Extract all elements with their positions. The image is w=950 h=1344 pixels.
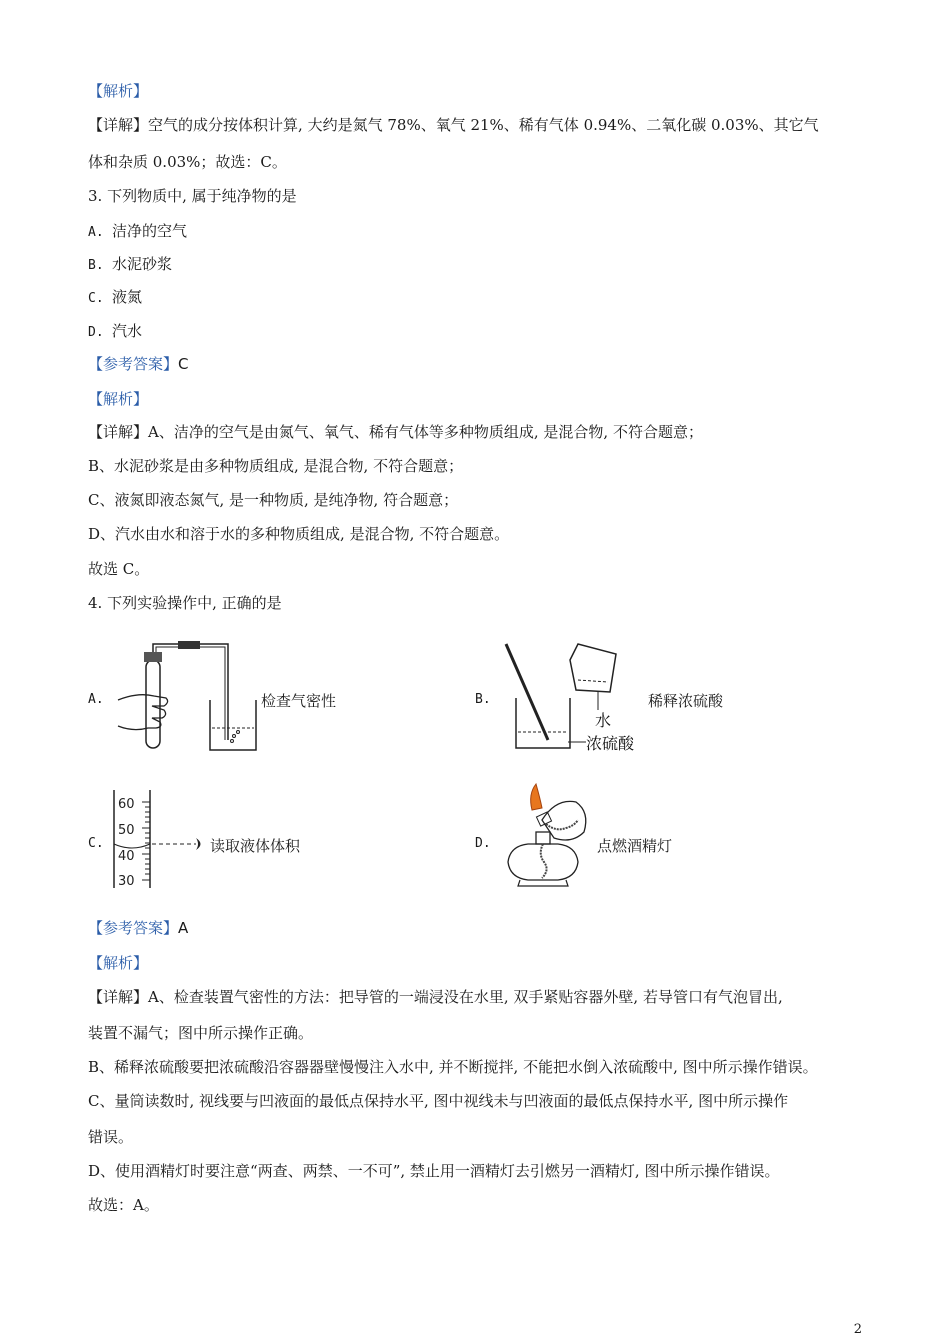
analysis-heading-1: 【解析】 [88, 82, 149, 100]
fig-b-acid-label: 浓硫酸 [586, 734, 635, 753]
tick-label: 60 [118, 797, 135, 812]
q4-detail-c-cont: 错误。 [88, 1128, 134, 1146]
graduated-cylinder-figure [108, 788, 213, 893]
q3-detail-c: C、液氮即液态氮气, 是一种物质, 是纯净物, 符合题意； [88, 491, 459, 509]
q4-conclusion: 故选：A。 [88, 1196, 159, 1214]
tick-label: 30 [118, 874, 135, 889]
q4-detail-c: C、量筒读数时, 视线要与凹液面的最低点保持水平, 图中视线未与凹液面的最低点保持水平, 图中所示操作 [88, 1092, 789, 1110]
tick-label: 40 [118, 849, 135, 864]
fig-a-letter: A. [88, 692, 104, 707]
q3-analysis-heading: 【解析】 [88, 390, 149, 408]
fig-a-label: 检查气密性 [261, 692, 337, 710]
page-number: 2 [853, 1322, 862, 1337]
q3-detail-d: D、汽水由水和溶于水的多种物质组成, 是混合物, 不符合题意。 [88, 525, 510, 543]
q3-option-d: D. 汽水 [88, 322, 143, 340]
fig-c-label: 读取液体体积 [210, 837, 301, 855]
q4-detail-a: 【详解】A、检查装置气密性的方法：把导管的一端浸没在水里, 双手紧贴容器外壁, 若导管口有气泡冒出, [88, 988, 783, 1006]
alcohol-lamp-figure [498, 780, 598, 890]
q4-detail-b: B、稀释浓硫酸要把浓硫酸沿容器器壁慢慢注入水中, 并不断搅拌, 不能把水倒入浓硫酸中, 图中所示操作错误。 [88, 1058, 818, 1076]
q3-option-a: A. 洁净的空气 [88, 222, 188, 240]
q3-conclusion: 故选 C。 [88, 560, 150, 578]
q3-answer: 【参考答案】C [88, 355, 189, 373]
q4-answer: 【参考答案】A [88, 919, 189, 937]
q3-detail-b: B、水泥砂浆是由多种物质组成, 是混合物, 不符合题意； [88, 457, 464, 475]
q3-option-c: C. 液氮 [88, 288, 143, 306]
q3-detail-a: 【详解】A、洁净的空气是由氮气、氧气、稀有气体等多种物质组成, 是混合物, 不符合题意； [88, 423, 703, 441]
fig-b-letter: B. [475, 692, 491, 707]
dilute-acid-figure [498, 640, 648, 755]
fig-b-water-label: 水 [595, 711, 612, 730]
eye-icon [196, 838, 201, 850]
question-4: 4. 下列实验操作中, 正确的是 [88, 594, 282, 612]
q4-detail-a-cont: 装置不漏气；图中所示操作正确。 [88, 1024, 314, 1042]
question-3: 3. 下列物质中, 属于纯净物的是 [88, 187, 297, 205]
detail-paragraph-1-cont: 体和杂质 0.03%；故选：C。 [88, 153, 287, 171]
fig-d-letter: D. [475, 836, 491, 851]
airtight-check-figure [108, 640, 268, 755]
flame-icon [531, 784, 542, 810]
q3-option-b: B. 水泥砂浆 [88, 255, 173, 273]
q4-analysis-heading: 【解析】 [88, 954, 149, 972]
q4-detail-d: D、使用酒精灯时要注意“两查、两禁、一不可”, 禁止用一酒精灯去引燃另一酒精灯, 图中所示操作错误。 [88, 1162, 780, 1180]
tick-label: 50 [118, 823, 135, 838]
fig-b-label: 稀释浓硫酸 [648, 692, 724, 710]
detail-paragraph-1: 【详解】空气的成分按体积计算, 大约是氮气 78%、氧气 21%、稀有气体 0.94%、二氧化碳 0.03%、其它气 [88, 116, 819, 134]
fig-d-label: 点燃酒精灯 [597, 837, 673, 855]
fig-c-letter: C. [88, 836, 104, 851]
